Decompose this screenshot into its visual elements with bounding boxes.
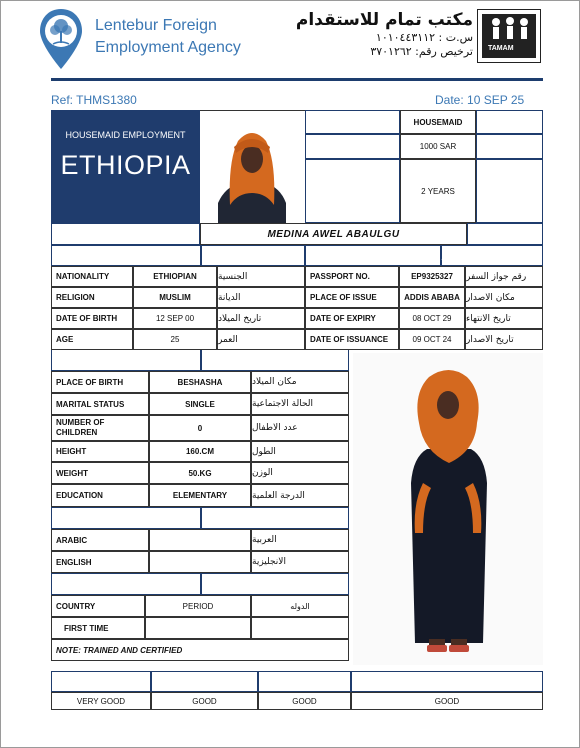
country-title: ETHIOPIA: [60, 150, 191, 180]
detail-arabic-label: تاريخ الميلاد: [217, 308, 305, 329]
detail-label: RELIGION: [51, 287, 133, 308]
language-level: [149, 551, 251, 573]
languages-section-title: KNOWLEDGE ON LANGUAGES: [51, 507, 201, 529]
detail-value: 12 SEP 00: [133, 308, 217, 329]
salary-value: 1000 SAR: [400, 134, 476, 159]
agency-logo-icon: [37, 7, 85, 71]
general-value: BESHASHA: [149, 371, 251, 393]
details-section-arabic-title: بيانات صاحب الطالب: [201, 245, 305, 266]
skill-header: BABYSITTING: [151, 671, 258, 692]
passport-label: DATE OF EXPIRY: [305, 308, 399, 329]
arabic-license-number: ترخيص رقم: ٣٧٠١٢٦٢: [370, 45, 473, 58]
detail-label: DATE OF BIRTH: [51, 308, 133, 329]
language-label: ARABIC: [51, 529, 149, 551]
experience-country-label: COUNTRY: [51, 595, 145, 617]
position-category: HOUSEMAID EMPLOYMENT: [65, 130, 186, 140]
experience-period-label: PERIOD: [145, 595, 251, 617]
skill-header: CLEANING/WASHING: [51, 671, 151, 692]
details-section-title: DETAILS OF THE APPLICANT: [51, 245, 201, 266]
people-icon: [482, 14, 538, 44]
skill-header: IRONING: [351, 671, 543, 692]
passport-label: PLACE OF ISSUE: [305, 287, 399, 308]
passport-value: EP9325327: [399, 266, 465, 287]
skill-rating: VERY GOOD: [51, 692, 151, 710]
general-value: 50.KG: [149, 462, 251, 484]
passport-section-title: PASSPORT DETAILS: [305, 245, 441, 266]
passport-arabic-label: تاريخ الانتهاء: [465, 308, 543, 329]
detail-label: AGE: [51, 329, 133, 350]
detail-arabic-label: الديانة: [217, 287, 305, 308]
contract-arabic-label: مدة العقد: [476, 159, 543, 223]
headshot-image: [200, 111, 305, 224]
document-date: Date: 10 SEP 25: [435, 93, 525, 107]
general-label: PLACE OF BIRTH: [51, 371, 149, 393]
general-label: HEIGHT: [51, 441, 149, 462]
general-label: MARITAL STATUS: [51, 393, 149, 415]
general-value: 160.CM: [149, 441, 251, 462]
position-banner: [51, 110, 200, 223]
post-arabic-label: الوظيفة: [476, 110, 543, 134]
detail-label: NATIONALITY: [51, 266, 133, 287]
experience-country-arabic-label: الدوله: [251, 595, 349, 617]
arabic-cr-number: س.ت : ١٠١٠٤٤٣١١٢: [375, 31, 473, 44]
language-label: ENGLISH: [51, 551, 149, 573]
applicant-full-photo: [353, 353, 543, 665]
passport-arabic-label: تاريخ الاصدار: [465, 329, 543, 350]
header-divider: [51, 78, 543, 81]
passport-label: DATE OF ISSUANCE: [305, 329, 399, 350]
general-arabic-label: الحالة الاجتماعية: [251, 393, 349, 415]
arabic-agency-header: [283, 9, 473, 59]
applicant-name-value: MEDINA AWEL ABAULGU: [200, 223, 467, 245]
general-arabic-label: مكان الميلاد: [251, 371, 349, 393]
general-section-title: GENERAL DETAILS: [51, 349, 201, 371]
post-label: POST: [305, 110, 400, 134]
skill-rating: GOOD: [351, 692, 543, 710]
detail-value: ETHIOPIAN: [133, 266, 217, 287]
skill-header: COOKING: [258, 671, 351, 692]
general-value: 0: [149, 415, 251, 441]
passport-arabic-label: مكان الاصدار: [465, 287, 543, 308]
language-arabic-label: الانجليزية: [251, 551, 349, 573]
general-section-arabic-title: تفاصيل عامة: [201, 349, 349, 371]
first-time-label: FIRST TIME: [51, 617, 145, 639]
general-label: EDUCATION: [51, 484, 149, 507]
post-value: HOUSEMAID: [400, 110, 476, 134]
full-body-image: [353, 353, 543, 665]
reference-number: Ref: THMS1380: [51, 93, 137, 107]
agency-name: [95, 15, 241, 59]
agency-name-line1: Lentebur Foreign: [95, 17, 217, 34]
skill-rating: GOOD: [258, 692, 351, 710]
tamam-logo: [477, 9, 541, 63]
passport-value: 08 OCT 29: [399, 308, 465, 329]
general-arabic-label: الدرجة العلمية: [251, 484, 349, 507]
salary-arabic-label: الراتب الشهري: [476, 134, 543, 159]
passport-section-arabic-title: بيانات جواز السفر: [441, 245, 543, 266]
applicant-headshot: [200, 110, 305, 223]
contract-label-line2: PERIOD: [310, 191, 341, 200]
general-value: ELEMENTARY: [149, 484, 251, 507]
tamam-logo-label: TAMAM: [488, 45, 514, 52]
detail-arabic-label: الجنسية: [217, 266, 305, 287]
experience-section-title: WORK EXPERIENCE:: [51, 573, 201, 595]
passport-arabic-label: رقم جواز السفر: [465, 266, 543, 287]
language-level: [149, 529, 251, 551]
detail-value: 25: [133, 329, 217, 350]
note-text: NOTE: TRAINED AND CERTIFIED: [51, 639, 349, 661]
general-label: WEIGHT: [51, 462, 149, 484]
passport-label: PASSPORT NO.: [305, 266, 399, 287]
detail-arabic-label: العمر: [217, 329, 305, 350]
language-arabic-label: العربية: [251, 529, 349, 551]
arabic-agency-title: مكتب تمام للاستقدام: [295, 10, 473, 30]
experience-section-arabic-title: الخبرات: [201, 573, 349, 595]
contract-period-label: [305, 159, 400, 223]
first-time-period-cell: [145, 617, 251, 639]
contract-label-line1: CONTRACT: [310, 182, 355, 191]
skill-rating: GOOD: [151, 692, 258, 710]
passport-value: 09 OCT 24: [399, 329, 465, 350]
general-arabic-label: الطول: [251, 441, 349, 462]
general-arabic-label: الوزن: [251, 462, 349, 484]
applicant-name-arabic-label: إسم العامل / العاملة: [467, 223, 543, 245]
agency-name-line2: Employment Agency: [95, 39, 241, 56]
salary-label: SALARY: [305, 134, 400, 159]
applicant-name-label: NAME OF THE APPLICANT:: [51, 223, 200, 245]
languages-section-arabic-title: اجادة اللغات: [201, 507, 349, 529]
general-arabic-label: عدد الاطفال: [251, 415, 349, 441]
general-label: NUMBER OF CHILDREN: [51, 415, 149, 441]
general-value: SINGLE: [149, 393, 251, 415]
contract-period-value: 2 YEARS: [400, 159, 476, 223]
passport-value: ADDIS ABABA: [399, 287, 465, 308]
first-time-country-cell: [251, 617, 349, 639]
detail-value: MUSLIM: [133, 287, 217, 308]
